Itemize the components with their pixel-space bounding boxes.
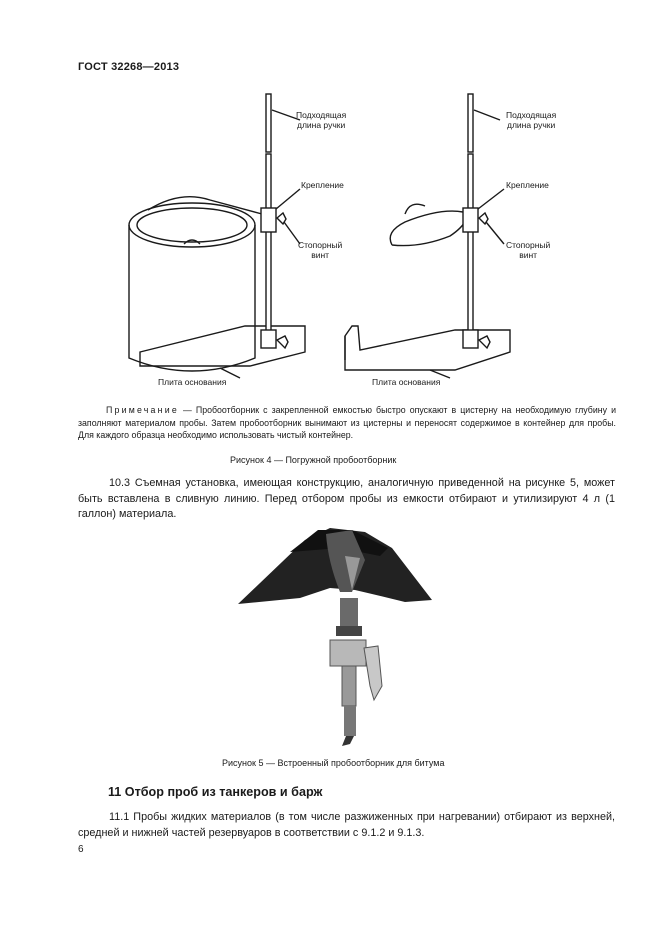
label-base-plate-left: Плита основания	[158, 377, 227, 387]
label-base-plate-right: Плита основания	[372, 377, 441, 387]
valve-handle	[364, 646, 382, 700]
section-11-heading: 11 Отбор проб из танкеров и барж	[108, 785, 323, 799]
label-mount-left: Крепление	[301, 180, 344, 190]
note-prefix: Примечание	[106, 405, 179, 415]
figure-4-caption: Рисунок 4 — Погружной пробоотборник	[230, 455, 397, 465]
label-handle-length-left: Подходящая длина ручки	[296, 110, 347, 130]
pipe	[340, 598, 358, 628]
label-handle-length-right: Подходящая длина ручки	[506, 110, 557, 130]
paragraph-11-1: 11.1 Пробы жидких материалов (в том числе разжиженных при нагревании) отбирают из верхней, средней и нижней частей резервуаров в соответствии с 9.1.2 и 9.1.3.	[78, 811, 615, 839]
paragraph-10-3: 10.3 Съемная установка, имеющая конструкцию, аналогичную приведенной на рисунке 5, может быть вставлена в сливную линию. Перед отбором пробы из емкости отбирают и утилизируют 4 л (1 галлон) материала.	[78, 477, 615, 520]
document-header: ГОСТ 32268—2013	[78, 61, 180, 73]
note-text: — Пробоотборник с закрепленной емкостью быстро опускают в цистерну на необходимую глубину и заполняют материалом пробы. Затем пробоотборник вынимают из цистерны и переносят содержимое в контейнер для пробы. Для каждого образца необходимо использовать чистый контейнер.	[78, 405, 616, 440]
label-mount-right: Крепление	[506, 180, 549, 190]
label-lock-screw-left: Стопорный винт	[298, 240, 343, 260]
label-lock-screw-right: Стопорный винт	[506, 240, 551, 260]
figure-5-caption: Рисунок 5 — Встроенный пробоотборник для битума	[222, 758, 445, 768]
page-number: 6	[78, 844, 84, 855]
